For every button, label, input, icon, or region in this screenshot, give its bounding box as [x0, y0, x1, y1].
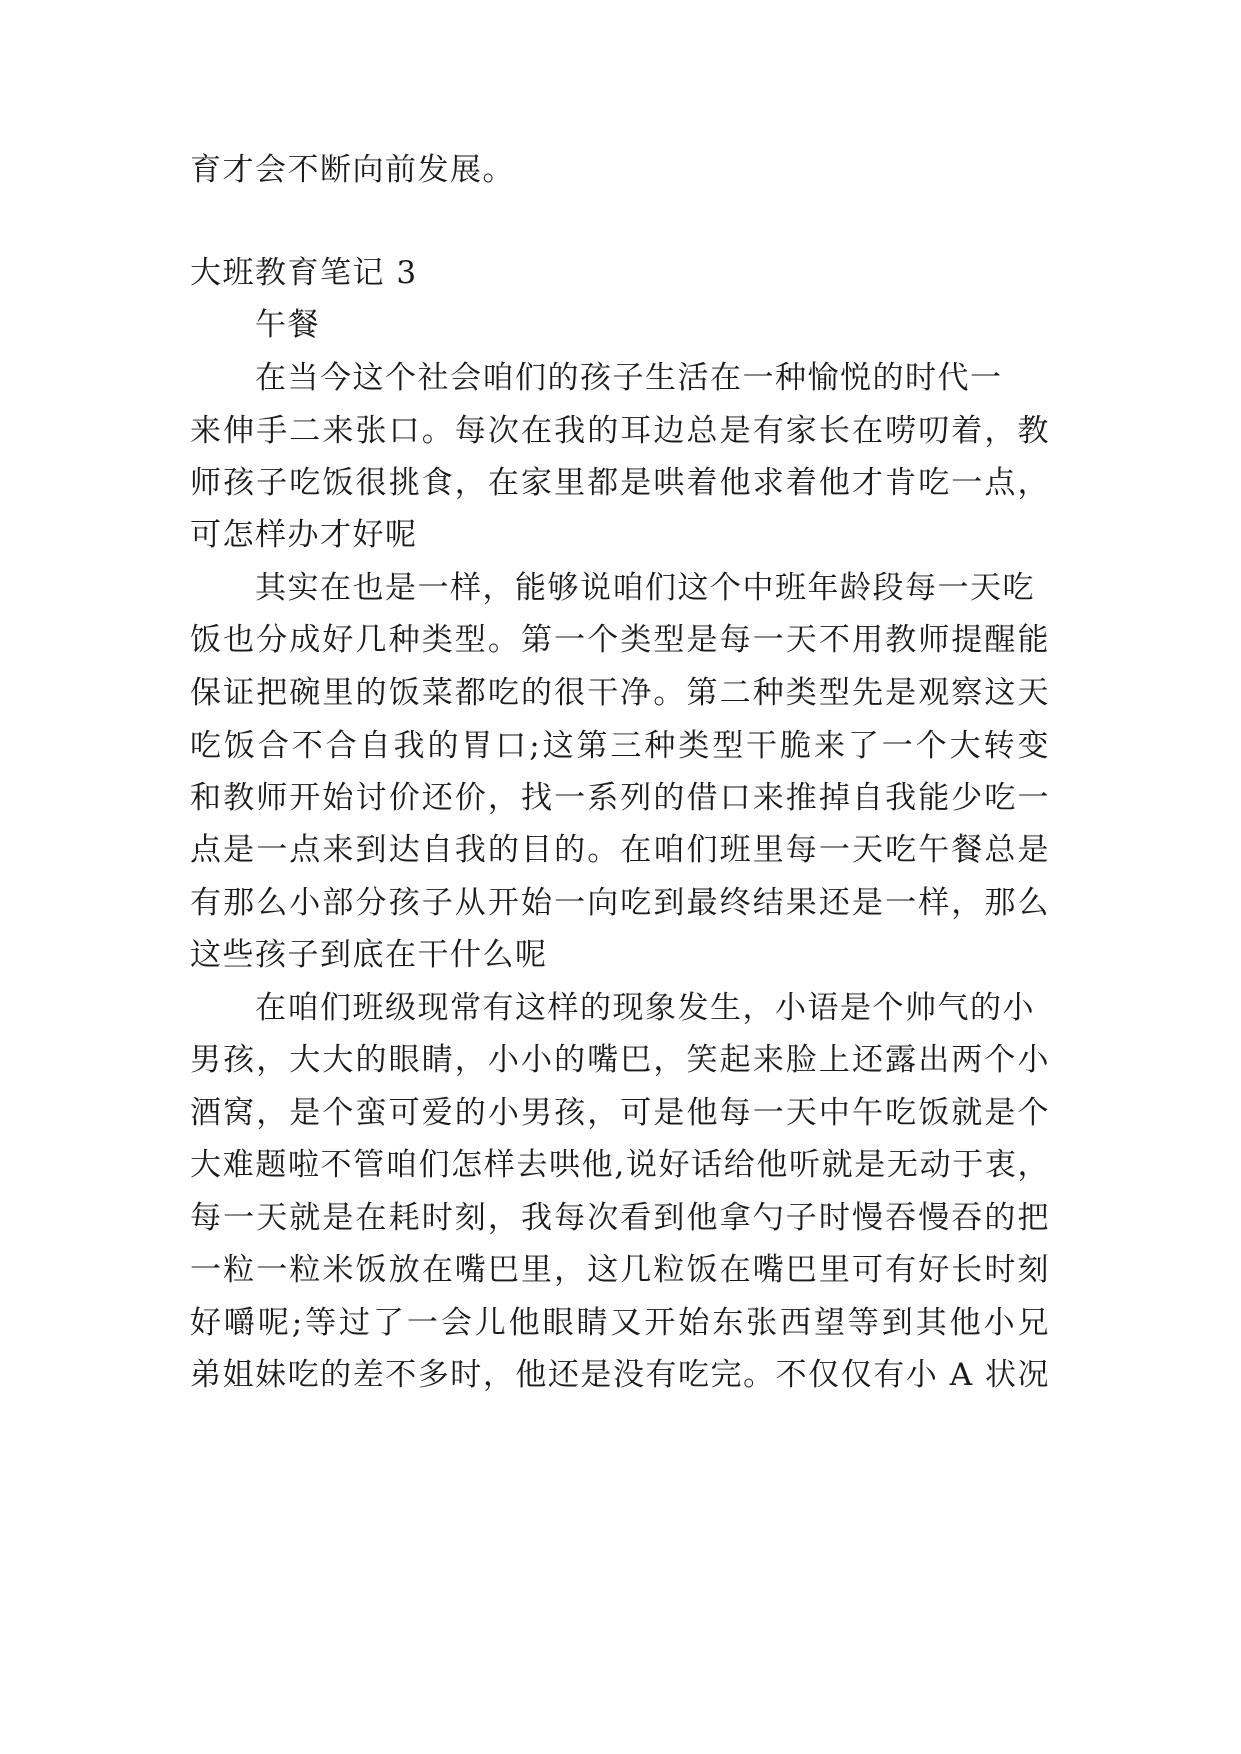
text-line: 师孩子吃饭很挑食，在家里都是哄着他求着他才肯吃一点， — [190, 465, 1050, 501]
text-line: 在咱们班级现常有这样的现象发生，小语是个帅气的小 — [255, 990, 1035, 1026]
text-line: 酒窝，是个蛮可爱的小男孩，可是他每一天中午吃饭就是个 — [190, 1095, 1050, 1131]
text-line: 弟姐妹吃的差不多时，他还是没有吃完。不仅仅有小 A 状况 — [190, 1357, 1050, 1393]
text-line: 和教师开始讨价还价，找一系列的借口来推掉自我能少吃一 — [190, 780, 1050, 816]
text-line: 每一天就是在耗时刻，我每次看到他拿勺子时慢吞慢吞的把 — [190, 1200, 1050, 1236]
paragraph-tail: 育才会不断向前发展。 — [190, 152, 515, 188]
section-heading: 大班教育笔记 3 — [190, 255, 418, 291]
text-line: 大难题啦不管咱们怎样去哄他,说好话给他听就是无动于衷， — [190, 1147, 1050, 1183]
text-line: 有那么小部分孩子从开始一向吃到最终结果还是一样，那么 — [190, 885, 1050, 921]
text-line: 好嚼呢;等过了一会儿他眼睛又开始东张西望等到其他小兄 — [190, 1305, 1050, 1341]
text-line: 这些孩子到底在干什么呢 — [190, 937, 548, 973]
section-subtitle: 午餐 — [255, 307, 320, 343]
text-line: 保证把碗里的饭菜都吃的很干净。第二种类型先是观察这天 — [190, 675, 1050, 711]
text-line: 点是一点来到达自我的目的。在咱们班里每一天吃午餐总是 — [190, 832, 1050, 868]
text-line: 在当今这个社会咱们的孩子生活在一种愉悦的时代一 — [255, 360, 1003, 396]
text-line: 一粒一粒米饭放在嘴巴里，这几粒饭在嘴巴里可有好长时刻 — [190, 1252, 1050, 1288]
text-line: 其实在也是一样，能够说咱们这个中班年龄段每一天吃 — [255, 570, 1035, 606]
text-line: 饭也分成好几种类型。第一个类型是每一天不用教师提醒能 — [190, 622, 1050, 658]
text-line: 来伸手二来张口。每次在我的耳边总是有家长在唠叨着，教 — [190, 413, 1050, 449]
text-line: 可怎样办才好呢 — [190, 517, 418, 553]
text-line: 男孩，大大的眼睛，小小的嘴巴，笑起来脸上还露出两个小 — [190, 1042, 1050, 1078]
text-line: 吃饭合不合自我的胃口;这第三种类型干脆来了一个大转变 — [190, 728, 1050, 764]
